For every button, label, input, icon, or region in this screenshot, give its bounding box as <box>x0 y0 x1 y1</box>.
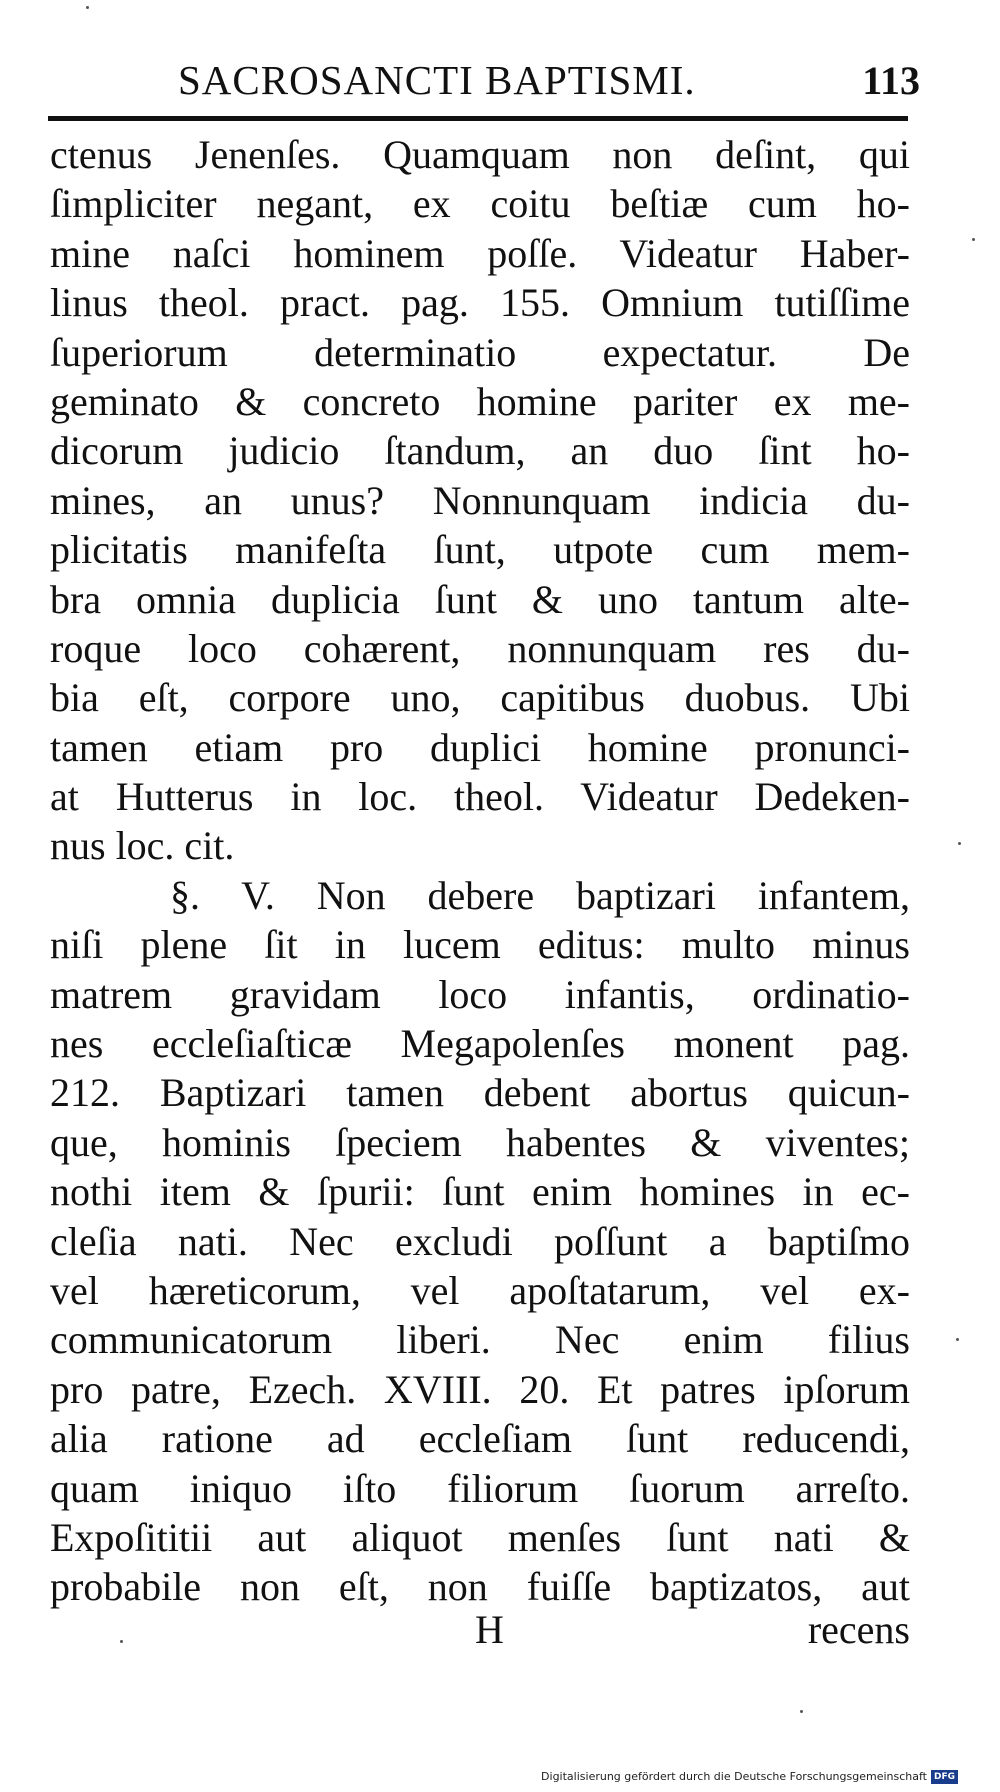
text-line: Expoſititii aut aliquot menſes ſunt nati & <box>50 1514 910 1560</box>
text-line: nes eccleſiaſticæ Megapolenſes monent pag. <box>50 1021 910 1067</box>
signature-mark: H <box>475 1607 504 1652</box>
text-line: matrem gravidam loco infantis, ordinatio- <box>50 971 910 1017</box>
catchword: recens <box>807 1607 910 1652</box>
text-line: tamen etiam pro duplici homine pronunci- <box>50 724 910 770</box>
page-footer <box>50 1605 910 1655</box>
text-line: at Hutterus in loc. theol. Videatur Dedeken- <box>50 774 910 820</box>
scan-speck <box>972 238 975 241</box>
page-number: 113 <box>862 58 920 103</box>
section-heading-line: §. V. Non debere baptizari infantem, <box>170 872 910 918</box>
text-line: ſuperiorum determinatio expectatur. De <box>50 329 910 375</box>
page-header <box>150 52 920 112</box>
body-text <box>50 130 910 1612</box>
text-line: cleſia nati. Nec excludi poſſunt a baptiſmo <box>50 1218 910 1264</box>
text-line: linus theol. pract. pag. 155. Omnium tutiſſime <box>50 280 910 326</box>
text-line: alia ratione ad eccleſiam ſunt reducendi, <box>50 1416 910 1462</box>
text-line: roque loco cohærent, nonnunquam res du- <box>50 625 910 671</box>
scan-speck <box>958 842 961 845</box>
text-line: ctenus Jenenſes. Quamquam non deſint, qui <box>50 132 910 177</box>
text-line: vel hæreticorum, vel apoſtatarum, vel ex- <box>50 1267 910 1313</box>
scan-speck <box>86 6 89 9</box>
text-line: mines, an unus? Nonnunquam indicia du- <box>50 477 910 523</box>
text-line: nus loc. cit. <box>50 823 235 869</box>
text-line: plicitatis manifeſta ſunt, utpote cum mem- <box>50 527 910 573</box>
text-line: communicatorum liberi. Nec enim filius <box>50 1317 910 1363</box>
scan-speck <box>120 1640 123 1643</box>
text-line: niſi plene ſit in lucem editus: multo minus <box>50 922 910 968</box>
text-line: nothi item & ſpurii: ſunt enim homines in ec- <box>50 1169 910 1215</box>
digitization-credit <box>541 1770 958 1784</box>
scan-speck <box>956 1338 959 1341</box>
text-line: quam iniquo iſto filiorum ſuorum arreſto. <box>50 1465 910 1511</box>
header-rule <box>48 116 908 121</box>
text-line: dicorum judicio ſtandum, an duo ſint ho- <box>50 428 910 474</box>
text-line: 212. Baptizari tamen debent abortus quicun- <box>50 1070 910 1116</box>
scan-speck <box>800 1710 803 1713</box>
text-line: pro patre, Ezech. XVIII. 20. Et patres ipſorum <box>50 1366 910 1412</box>
text-line: bra omnia duplicia ſunt & uno tantum alte- <box>50 576 910 622</box>
text-line: que, hominis ſpeciem habentes & viventes; <box>50 1119 910 1165</box>
text-line: probabile non eſt, non fuiſſe baptizatos, aut <box>50 1564 910 1610</box>
text-line: ſimpliciter negant, ex coitu beſtiæ cum ho- <box>50 181 910 227</box>
text-line: geminato & concreto homine pariter ex me- <box>50 378 910 424</box>
text-line: mine naſci hominem poſſe. Videatur Haber- <box>50 230 910 276</box>
credit-text: Digitalisierung gefördert durch die Deutsche Forschungsgemeinschaft <box>541 1770 927 1783</box>
text-line: bia eſt, corpore uno, capitibus duobus. Ubi <box>50 675 910 721</box>
dfg-logo: DFG <box>931 1770 958 1784</box>
running-title: SACROSANCTI BAPTISMI. <box>178 57 696 103</box>
